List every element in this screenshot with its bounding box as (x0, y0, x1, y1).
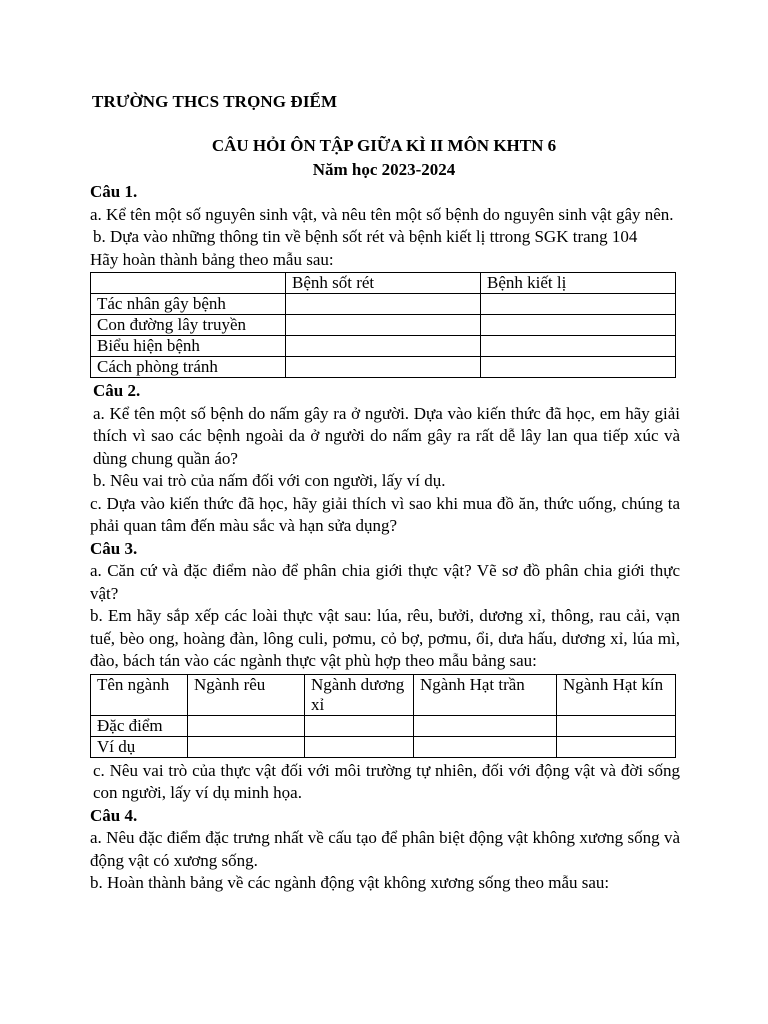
table-cell (286, 336, 481, 357)
table-cell (481, 315, 676, 336)
disease-table (90, 272, 676, 378)
table-cell (481, 357, 676, 378)
table-cell (286, 315, 481, 336)
table-cell (305, 736, 414, 757)
table-row-header: Đặc điểm (91, 715, 188, 736)
table-row-header: Tác nhân gây bệnh (91, 294, 286, 315)
table-row-header: Ví dụ (91, 736, 188, 757)
question-4-heading: Câu 4. (90, 805, 138, 825)
question-1b-instruction: Hãy hoàn thành bảng theo mẫu sau: (90, 249, 334, 269)
question-2a: a. Kể tên một số bệnh do nấm gây ra ở người. Dựa vào kiến thức đã học, em hãy giải thích vì sao các bệnh ngoài da ở người do nấm gây ra rất dễ lây lan qua tiếp xúc và dùng chung quần áo? (93, 403, 680, 468)
question-3-heading: Câu 3. (90, 538, 138, 558)
table-cell (557, 715, 676, 736)
question-3a: a. Căn cứ và đặc điểm nào để phân chia giới thực vật? Vẽ sơ đồ phân chia giới thực vật? (90, 561, 680, 603)
document-title: CÂU HỎI ÔN TẬP GIỮA KÌ II MÔN KHTN 6 (211, 136, 557, 155)
table-cell (414, 715, 557, 736)
document-body (90, 181, 680, 895)
question-3c: c. Nêu vai trò của thực vật đối với môi trường tự nhiên, đối với động vật và đời sống con người, lấy ví dụ minh họa. (93, 760, 680, 802)
plant-division-table (90, 674, 676, 758)
question-2-heading: Câu 2. (93, 381, 141, 400)
question-1-heading: Câu 1. (90, 182, 138, 201)
school-year: Năm học 2023-2024 (312, 160, 456, 179)
table-header-row (91, 674, 676, 715)
question-1b: b. Dựa vào những thông tin về bệnh sốt rét và bệnh kiết lị ttrong SGK trang 104 (93, 227, 638, 246)
table-column-header: Ngành dương xỉ (305, 674, 414, 715)
table-cell (481, 336, 676, 357)
table-column-header: Ngành Hạt kín (557, 674, 676, 715)
table-header-row (91, 273, 676, 294)
table-cell (286, 357, 481, 378)
table-cell (557, 736, 676, 757)
question-3b: b. Em hãy sắp xếp các loài thực vật sau: lúa, rêu, bưởi, dương xỉ, thông, rau cải, vạn tuế, bèo ong, hoàng đàn, lông culi, pơmu, cỏ bợ, pơmu, ổi, dưa hấu, dương xỉ, lúa mì, đào, bách tán vào các ngành thực vật phù hợp theo mẫu bảng sau: (90, 606, 680, 670)
table-cell (188, 715, 305, 736)
question-1a: a. Kể tên một số nguyên sinh vật, và nêu tên một số bệnh do nguyên sinh vật gây nên. (90, 204, 674, 224)
table-row-header: Biểu hiện bệnh (91, 336, 286, 357)
table-cell (188, 736, 305, 757)
table-cell (414, 736, 557, 757)
table-cell (91, 273, 286, 294)
table-row-header: Cách phòng tránh (91, 357, 286, 378)
table-column-header: Bệnh sốt rét (286, 273, 481, 294)
question-2c: c. Dựa vào kiến thức đã học, hãy giải thích vì sao khi mua đồ ăn, thức uống, chúng ta phải quan tâm đến màu sắc và hạn sửa dụng? (90, 493, 680, 535)
table-cell (286, 294, 481, 315)
table-row (91, 357, 676, 378)
table-column-header: Tên ngành (91, 674, 188, 715)
table-row (91, 336, 676, 357)
table-column-header: Ngành rêu (188, 674, 305, 715)
table-row (91, 715, 676, 736)
table-row (91, 294, 676, 315)
school-name: TRƯỜNG THCS TRỌNG ĐIỂM (92, 92, 338, 111)
table-row-header: Con đường lây truyền (91, 315, 286, 336)
table-row (91, 736, 676, 757)
table-column-header: Ngành Hạt trần (414, 674, 557, 715)
table-row (91, 315, 676, 336)
question-4b: b. Hoàn thành bảng về các ngành động vật không xương sống theo mẫu sau: (90, 873, 610, 892)
question-2b: b. Nêu vai trò của nấm đối với con người, lấy ví dụ. (93, 471, 446, 490)
question-4a: a. Nêu đặc điểm đặc trưng nhất về cấu tạo để phân biệt động vật không xương sống và động vật có xương sống. (90, 828, 680, 870)
table-cell (481, 294, 676, 315)
table-cell (305, 715, 414, 736)
table-column-header: Bệnh kiết lị (481, 273, 676, 294)
